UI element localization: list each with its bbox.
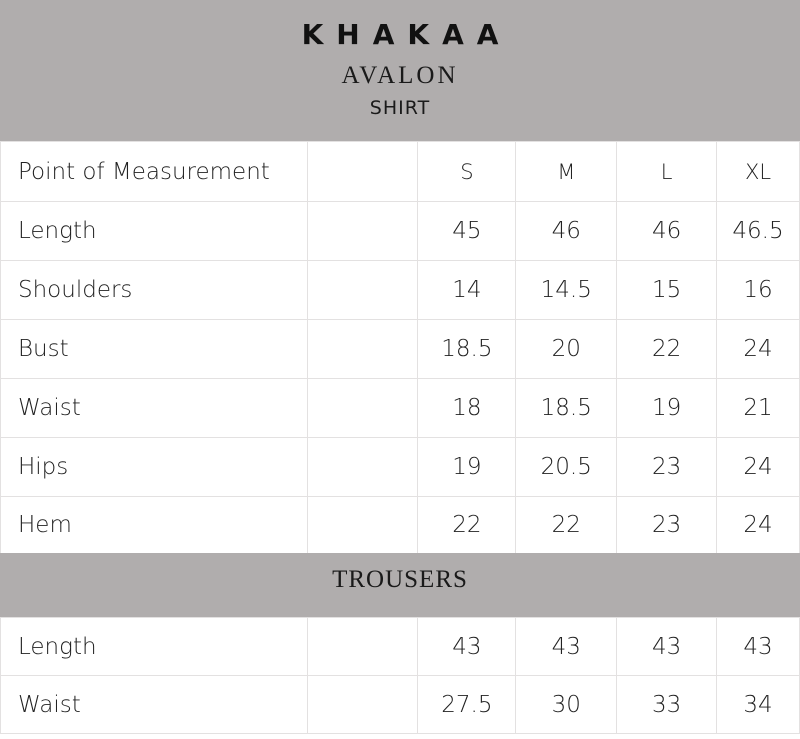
table-cell: 34 (717, 676, 800, 734)
table-cell: 43 (516, 618, 617, 676)
table-cell: 18.5 (418, 320, 516, 379)
column-header-size: M (516, 142, 617, 202)
table-cell: 20 (516, 320, 617, 379)
table-cell: 24 (717, 438, 800, 497)
table-cell: 20.5 (516, 438, 617, 497)
table-cell: 22 (516, 497, 617, 554)
table-cell: 16 (717, 261, 800, 320)
column-header-size: S (418, 142, 516, 202)
table-cell: 22 (617, 320, 717, 379)
shirt-size-table (0, 141, 800, 554)
table-cell (307, 379, 418, 438)
row-label: Hem (1, 497, 308, 554)
table-row (1, 618, 800, 676)
table-row (1, 497, 800, 554)
row-label: Waist (1, 676, 308, 734)
table-cell: 23 (617, 438, 717, 497)
table-cell: 33 (617, 676, 717, 734)
table-row (1, 438, 800, 497)
table-row (1, 676, 800, 734)
table-row (1, 379, 800, 438)
table-cell: 24 (717, 497, 800, 554)
column-header-measurement: Point of Measurement (1, 142, 308, 202)
table-header-row (1, 142, 800, 202)
table-cell (307, 676, 418, 734)
garment-title: SHIRT (369, 97, 431, 119)
table-row (1, 320, 800, 379)
row-label: Bust (1, 320, 308, 379)
table-row (1, 261, 800, 320)
table-cell: 45 (418, 202, 516, 261)
collection-title: AVALON (341, 62, 459, 89)
table-cell: 43 (717, 618, 800, 676)
table-cell: 30 (516, 676, 617, 734)
table-cell: 15 (617, 261, 717, 320)
table-cell: 46 (617, 202, 717, 261)
table-cell (307, 142, 418, 202)
table-cell: 21 (717, 379, 800, 438)
trousers-size-table (0, 617, 800, 734)
column-header-size: L (617, 142, 717, 202)
table-cell: 23 (617, 497, 717, 554)
table-cell (307, 497, 418, 554)
table-cell: 24 (717, 320, 800, 379)
table-cell: 14.5 (516, 261, 617, 320)
table-cell: 22 (418, 497, 516, 554)
table-cell (307, 438, 418, 497)
table-cell: 19 (617, 379, 717, 438)
trousers-title: TROUSERS (332, 566, 468, 593)
table-cell (307, 320, 418, 379)
table-cell: 19 (418, 438, 516, 497)
row-label: Hips (1, 438, 308, 497)
table-cell: 46 (516, 202, 617, 261)
table-row (1, 202, 800, 261)
row-label: Waist (1, 379, 308, 438)
table-cell (307, 618, 418, 676)
row-label: Shoulders (1, 261, 308, 320)
row-label: Length (1, 618, 308, 676)
table-cell: 43 (617, 618, 717, 676)
table-cell: 27.5 (418, 676, 516, 734)
brand-logo: KHAKAA (301, 18, 512, 51)
table-cell: 18.5 (516, 379, 617, 438)
table-cell: 14 (418, 261, 516, 320)
table-cell: 18 (418, 379, 516, 438)
table-cell (307, 202, 418, 261)
table-cell: 43 (418, 618, 516, 676)
row-label: Length (1, 202, 308, 261)
table-cell (307, 261, 418, 320)
table-cell: 46.5 (717, 202, 800, 261)
column-header-size: XL (717, 142, 800, 202)
